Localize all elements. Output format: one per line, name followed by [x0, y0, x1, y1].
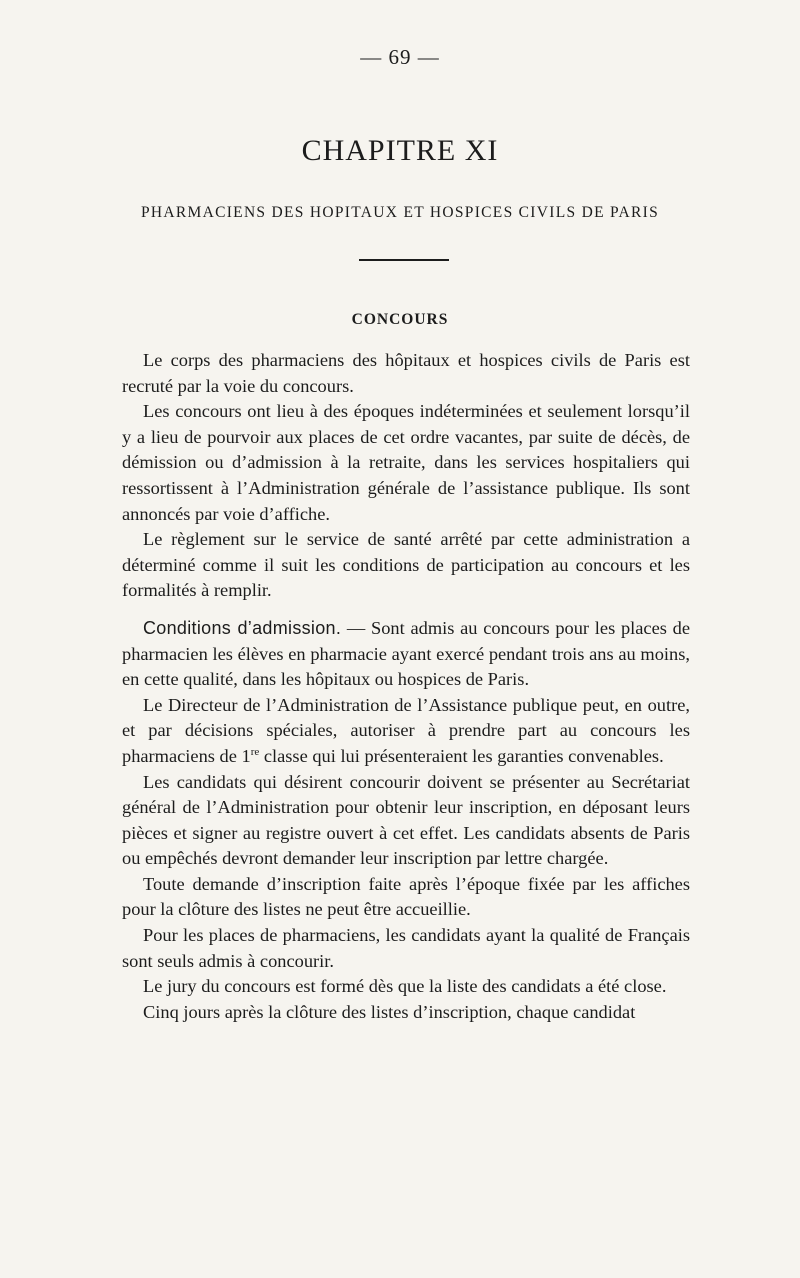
section-divider [359, 259, 449, 261]
paragraph: Toute demande d’inscription faite après l’époque fixée par les affiches pour la clôture des listes ne peut être accueillie. [122, 873, 690, 920]
ordinal-superscript: re [250, 745, 260, 758]
paragraph: Les candidats qui désirent concourir doivent se présenter au Secrétariat général de l’Administration pour obtenir leur inscription, en déposant leurs pièces et signer au registre ouvert à cet effet. Les candidats absents de Paris ou empêchés devront demander leur inscription par lettre chargée. [122, 771, 690, 869]
paragraph: Les concours ont lieu à des époques indéterminées et seulement lorsqu’il y a lieu de pourvoir aux places de cet ordre vacantes, par suite de décès, de démission ou d’admission à la retraite, dans les services hospitaliers qui ressortissent à l’Administration générale de l’assistance publique. Ils sont annoncés par voie d’affiche. [122, 401, 690, 524]
section-title: CONCOURS [351, 311, 449, 328]
paragraph: Cinq jours après la clôture des listes d’inscription, chaque candidat [143, 1001, 636, 1022]
page-number: — 69 — [360, 45, 440, 69]
paragraph: Le règlement sur le service de santé arrêté par cette administration a déterminé comme il suit les conditions de participation au concours et les formalités à remplir. [122, 529, 690, 601]
chapter-subtitle: PHARMACIENS DES HOPITAUX ET HOSPICES CIVILS DE PARIS [140, 204, 660, 221]
body-text [122, 348, 690, 1025]
paragraph: Le corps des pharmaciens des hôpitaux et hospices civils de Paris est recruté par la voie du concours. [122, 350, 690, 396]
chapter-title: CHAPITRE XI [301, 134, 499, 167]
conditions-paragraph [122, 616, 690, 693]
directeur-paragraph [122, 693, 690, 770]
paragraph: Pour les places de pharmaciens, les candidats ayant la qualité de Français sont seuls admis à concourir. [122, 925, 690, 971]
conditions-heading: Conditions d’admission. [143, 617, 342, 638]
directeur-text-after: classe qui lui présenteraient les garanties convenables. [259, 745, 664, 766]
directeur-text-before: Le Directeur de l’Administration de l’Assistance publique peut, en outre, et par décisions spéciales, autoriser à prendre part au concours les pharmaciens de 1 [122, 694, 690, 766]
conditions-text: — Sont admis au concours pour les places de pharmacien les élèves en pharmacie ayant exercé pendant trois ans au moins, en cette qualité, dans les hôpitaux ou hospices de Paris. [122, 617, 690, 690]
paragraph: Le jury du concours est formé dès que la liste des candidats a été close. [143, 976, 667, 997]
